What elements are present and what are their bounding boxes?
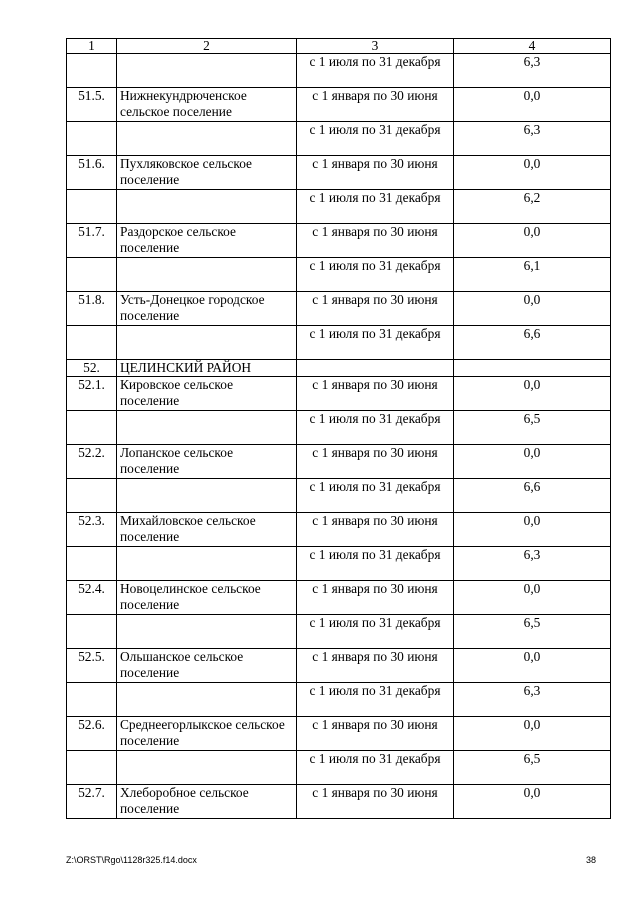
table-header-row [67,39,611,54]
row-name-cell [117,547,297,581]
row-number-cell: 52.7. [67,785,117,819]
data-table [66,38,611,819]
row-name-cell: Среднеегорлыкское сельское поселение [117,717,297,751]
row-period-cell: с 1 января по 30 июня [297,581,454,615]
row-value-cell: 6,3 [454,547,611,581]
header-col-1: 1 [67,39,117,54]
row-value-cell: 0,0 [454,88,611,122]
table-row [67,785,611,819]
row-period-cell: с 1 января по 30 июня [297,513,454,547]
table-row [67,513,611,547]
table-row [67,88,611,122]
row-name-cell [117,683,297,717]
table-row [67,581,611,615]
table-row [67,377,611,411]
row-name-cell [117,479,297,513]
table-row [67,156,611,190]
row-number-cell: 51.8. [67,292,117,326]
row-period-cell: с 1 июля по 31 декабря [297,258,454,292]
header-col-2: 2 [117,39,297,54]
row-name-cell: Михайловское сельское поселение [117,513,297,547]
row-value-cell: 6,3 [454,683,611,717]
row-name-cell [117,258,297,292]
row-number-cell: 52. [67,360,117,377]
footer-file-path: Z:\ORST\Rgo\1128r325.f14.docx [66,855,197,865]
table-row [67,751,611,785]
row-period-cell: с 1 июля по 31 декабря [297,683,454,717]
row-period-cell: с 1 января по 30 июня [297,649,454,683]
row-name-cell: ЦЕЛИНСКИЙ РАЙОН [117,360,297,377]
table-row [67,224,611,258]
row-value-cell: 6,5 [454,411,611,445]
row-period-cell: с 1 января по 30 июня [297,445,454,479]
table-row [67,411,611,445]
table-row [67,479,611,513]
row-period-cell: с 1 июля по 31 декабря [297,190,454,224]
row-number-cell [67,54,117,88]
row-value-cell: 0,0 [454,224,611,258]
row-name-cell: Усть-Донецкое городское поселение [117,292,297,326]
row-number-cell [67,751,117,785]
row-value-cell: 6,1 [454,258,611,292]
row-period-cell: с 1 января по 30 июня [297,88,454,122]
row-period-cell: с 1 июля по 31 декабря [297,54,454,88]
row-number-cell [67,683,117,717]
table-row [67,717,611,751]
footer-page-number: 38 [585,855,596,865]
row-value-cell [454,360,611,377]
table-row [67,292,611,326]
row-period-cell [297,360,454,377]
table-row [67,258,611,292]
row-period-cell: с 1 июля по 31 декабря [297,122,454,156]
row-number-cell [67,479,117,513]
row-period-cell: с 1 июля по 31 декабря [297,411,454,445]
row-value-cell: 0,0 [454,156,611,190]
row-period-cell: с 1 июля по 31 декабря [297,615,454,649]
table-row [67,615,611,649]
row-period-cell: с 1 июля по 31 декабря [297,547,454,581]
row-number-cell: 52.3. [67,513,117,547]
header-col-3: 3 [297,39,454,54]
row-value-cell: 6,3 [454,122,611,156]
row-period-cell: с 1 июля по 31 декабря [297,326,454,360]
row-value-cell: 6,5 [454,751,611,785]
table-row [67,683,611,717]
row-value-cell: 6,3 [454,54,611,88]
row-value-cell: 6,5 [454,615,611,649]
row-value-cell: 6,2 [454,190,611,224]
table-row [67,326,611,360]
row-value-cell: 0,0 [454,717,611,751]
row-value-cell: 6,6 [454,479,611,513]
row-number-cell: 52.2. [67,445,117,479]
header-col-4: 4 [454,39,611,54]
row-number-cell: 52.5. [67,649,117,683]
row-number-cell [67,411,117,445]
row-period-cell: с 1 января по 30 июня [297,156,454,190]
row-name-cell: Нижнекундрюченское сельское поселение [117,88,297,122]
row-period-cell: с 1 июля по 31 декабря [297,751,454,785]
row-name-cell: Лопанское сельское поселение [117,445,297,479]
table-row [67,190,611,224]
section-row [67,360,611,377]
table-row [67,547,611,581]
row-number-cell [67,326,117,360]
table-row [67,54,611,88]
row-number-cell: 51.6. [67,156,117,190]
row-value-cell: 0,0 [454,513,611,547]
row-name-cell: Раздорское сельское поселение [117,224,297,258]
row-value-cell: 0,0 [454,581,611,615]
row-period-cell: с 1 июля по 31 декабря [297,479,454,513]
row-name-cell [117,190,297,224]
row-number-cell [67,547,117,581]
row-name-cell [117,751,297,785]
row-period-cell: с 1 января по 30 июня [297,224,454,258]
row-name-cell [117,54,297,88]
row-value-cell: 0,0 [454,649,611,683]
row-period-cell: с 1 января по 30 июня [297,377,454,411]
row-number-cell: 52.6. [67,717,117,751]
row-number-cell [67,190,117,224]
row-name-cell: Пухляковское сельское поселение [117,156,297,190]
row-name-cell [117,615,297,649]
table-body [67,39,611,819]
row-number-cell: 51.5. [67,88,117,122]
row-number-cell [67,258,117,292]
row-number-cell [67,615,117,649]
row-number-cell: 52.4. [67,581,117,615]
row-number-cell [67,122,117,156]
row-number-cell: 51.7. [67,224,117,258]
table-row [67,649,611,683]
row-name-cell [117,326,297,360]
row-value-cell: 0,0 [454,292,611,326]
row-period-cell: с 1 января по 30 июня [297,785,454,819]
table-row [67,445,611,479]
row-value-cell: 0,0 [454,377,611,411]
table-row [67,122,611,156]
row-value-cell: 0,0 [454,785,611,819]
row-name-cell: Хлеборобное сельское поселение [117,785,297,819]
row-value-cell: 6,6 [454,326,611,360]
row-name-cell: Новоцелинское сельское поселение [117,581,297,615]
row-period-cell: с 1 января по 30 июня [297,292,454,326]
row-name-cell [117,122,297,156]
row-period-cell: с 1 января по 30 июня [297,717,454,751]
row-name-cell [117,411,297,445]
row-value-cell: 0,0 [454,445,611,479]
row-number-cell: 52.1. [67,377,117,411]
row-name-cell: Кировское сельское поселение [117,377,297,411]
row-name-cell: Ольшанское сельское поселение [117,649,297,683]
